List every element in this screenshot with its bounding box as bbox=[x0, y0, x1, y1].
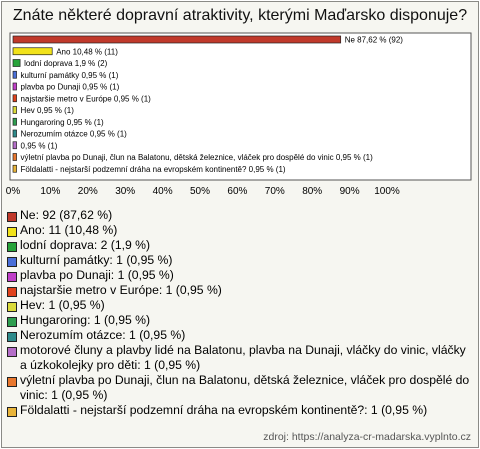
legend-item bbox=[7, 343, 475, 373]
legend-item bbox=[7, 328, 475, 343]
x-tick-label: 0% bbox=[5, 186, 21, 197]
legend-label: Ano: 11 (10,48 %) bbox=[20, 223, 118, 237]
legend-swatch bbox=[7, 317, 17, 327]
bar-data-label: plavba po Dunaji 0,95 % (1) bbox=[20, 82, 120, 92]
x-tick-label: 10% bbox=[40, 186, 61, 197]
legend-item bbox=[7, 253, 475, 268]
legend-label: výletní plavba po Dunaji, člun na Balatonu, dětská železnice, vláček pro dospělé do vinic: 1 (0,95 %) bbox=[20, 373, 470, 402]
bar-data-label: výletní plavba po Dunaji, člun na Balatonu, dětská železnice, vláček pro dospělé do vinic 0,95 % (1) bbox=[20, 153, 373, 162]
x-tick-label: 30% bbox=[115, 186, 136, 197]
legend-label: Hungaroring: 1 (0,95 %) bbox=[20, 313, 151, 327]
legend-label: najstaršie metro v Európe: 1 (0,95 %) bbox=[20, 283, 222, 297]
bar-data-label: kulturní památky 0,95 % (1) bbox=[20, 70, 119, 80]
legend-label: plavba po Dunaji: 1 (0,95 %) bbox=[20, 268, 174, 282]
legend-swatch bbox=[7, 257, 17, 267]
x-tick-label: 70% bbox=[264, 186, 285, 197]
bar bbox=[13, 118, 17, 125]
bar-data-label: Földalatti - nejstarší podzemní dráha na evropském kontinentě? 0,95 % (1) bbox=[20, 164, 286, 174]
legend-label: motorové čluny a plavby lidé na Balatonu, plavba na Dunaji, vláčky do vinic, vláčky a úzkokolejky pro děti: 1 (0,95 %) bbox=[20, 343, 466, 372]
x-tick-label: 100% bbox=[374, 186, 400, 197]
bar bbox=[13, 36, 341, 43]
legend-label: Nerozumím otázce: 1 (0,95 %) bbox=[20, 328, 186, 342]
legend-swatch bbox=[7, 302, 17, 312]
bar-data-label: Hev 0,95 % (1) bbox=[20, 106, 74, 115]
legend-item bbox=[7, 403, 475, 418]
bar-data-label: lodní doprava 1,9 % (2) bbox=[24, 59, 108, 68]
bar bbox=[13, 95, 17, 102]
bar bbox=[13, 130, 17, 137]
source-note: zdroj: https://analyza-cr-madarska.vyplnto.cz bbox=[263, 431, 471, 443]
bar bbox=[13, 83, 17, 90]
legend-swatch bbox=[7, 227, 17, 237]
legend-label: Hev: 1 (0,95 %) bbox=[20, 298, 105, 312]
legend-swatch bbox=[7, 347, 17, 357]
x-tick-label: 20% bbox=[77, 186, 98, 197]
bar-data-label: Ne 87,62 % (92) bbox=[344, 35, 403, 45]
legend bbox=[7, 208, 475, 418]
bar-data-label: Ano 10,48 % (11) bbox=[56, 47, 118, 57]
bar bbox=[13, 154, 17, 161]
legend-swatch bbox=[7, 272, 17, 282]
legend-swatch bbox=[7, 407, 17, 417]
legend-item bbox=[7, 223, 475, 238]
legend-item bbox=[7, 313, 475, 328]
legend-swatch bbox=[7, 377, 17, 387]
x-tick-label: 60% bbox=[227, 186, 248, 197]
bar-data-label: najstaršie metro v Európe 0,95 % (1) bbox=[20, 94, 151, 104]
bar-data-label: 0,95 % (1) bbox=[20, 141, 58, 151]
legend-swatch bbox=[7, 332, 17, 342]
x-tick-label: 40% bbox=[152, 186, 173, 197]
legend-label: kulturní památky: 1 (0,95 %) bbox=[20, 253, 173, 267]
legend-swatch bbox=[7, 242, 17, 252]
legend-label: Ne: 92 (87,62 %) bbox=[20, 208, 113, 222]
legend-label: lodní doprava: 2 (1,9 %) bbox=[20, 238, 151, 252]
bar bbox=[13, 71, 17, 78]
bar bbox=[13, 165, 17, 172]
x-tick-label: 80% bbox=[302, 186, 323, 197]
bar-data-label: Hungaroring 0,95 % (1) bbox=[20, 117, 104, 127]
legend-item bbox=[7, 238, 475, 253]
chart-title: Znáte některé dopravní atraktivity, kterými Maďarsko disponuje? bbox=[12, 7, 468, 24]
legend-swatch bbox=[7, 212, 17, 222]
x-tick-label: 50% bbox=[189, 186, 211, 197]
bar bbox=[13, 48, 52, 55]
legend-item bbox=[7, 268, 475, 283]
bar bbox=[13, 107, 17, 114]
legend-item bbox=[7, 298, 475, 313]
bar-data-label: Nerozumím otázce 0,95 % (1) bbox=[20, 129, 127, 139]
legend-item bbox=[7, 283, 475, 298]
bar bbox=[13, 142, 17, 149]
bar-chart bbox=[0, 0, 480, 205]
legend-item bbox=[7, 208, 475, 223]
bar bbox=[13, 60, 20, 67]
legend-label: Földalatti - nejstarší podzemní dráha na evropském kontinentě?: 1 (0,95 %) bbox=[20, 403, 428, 417]
legend-item bbox=[7, 373, 475, 403]
legend-swatch bbox=[7, 287, 17, 297]
x-tick-label: 90% bbox=[339, 186, 360, 197]
